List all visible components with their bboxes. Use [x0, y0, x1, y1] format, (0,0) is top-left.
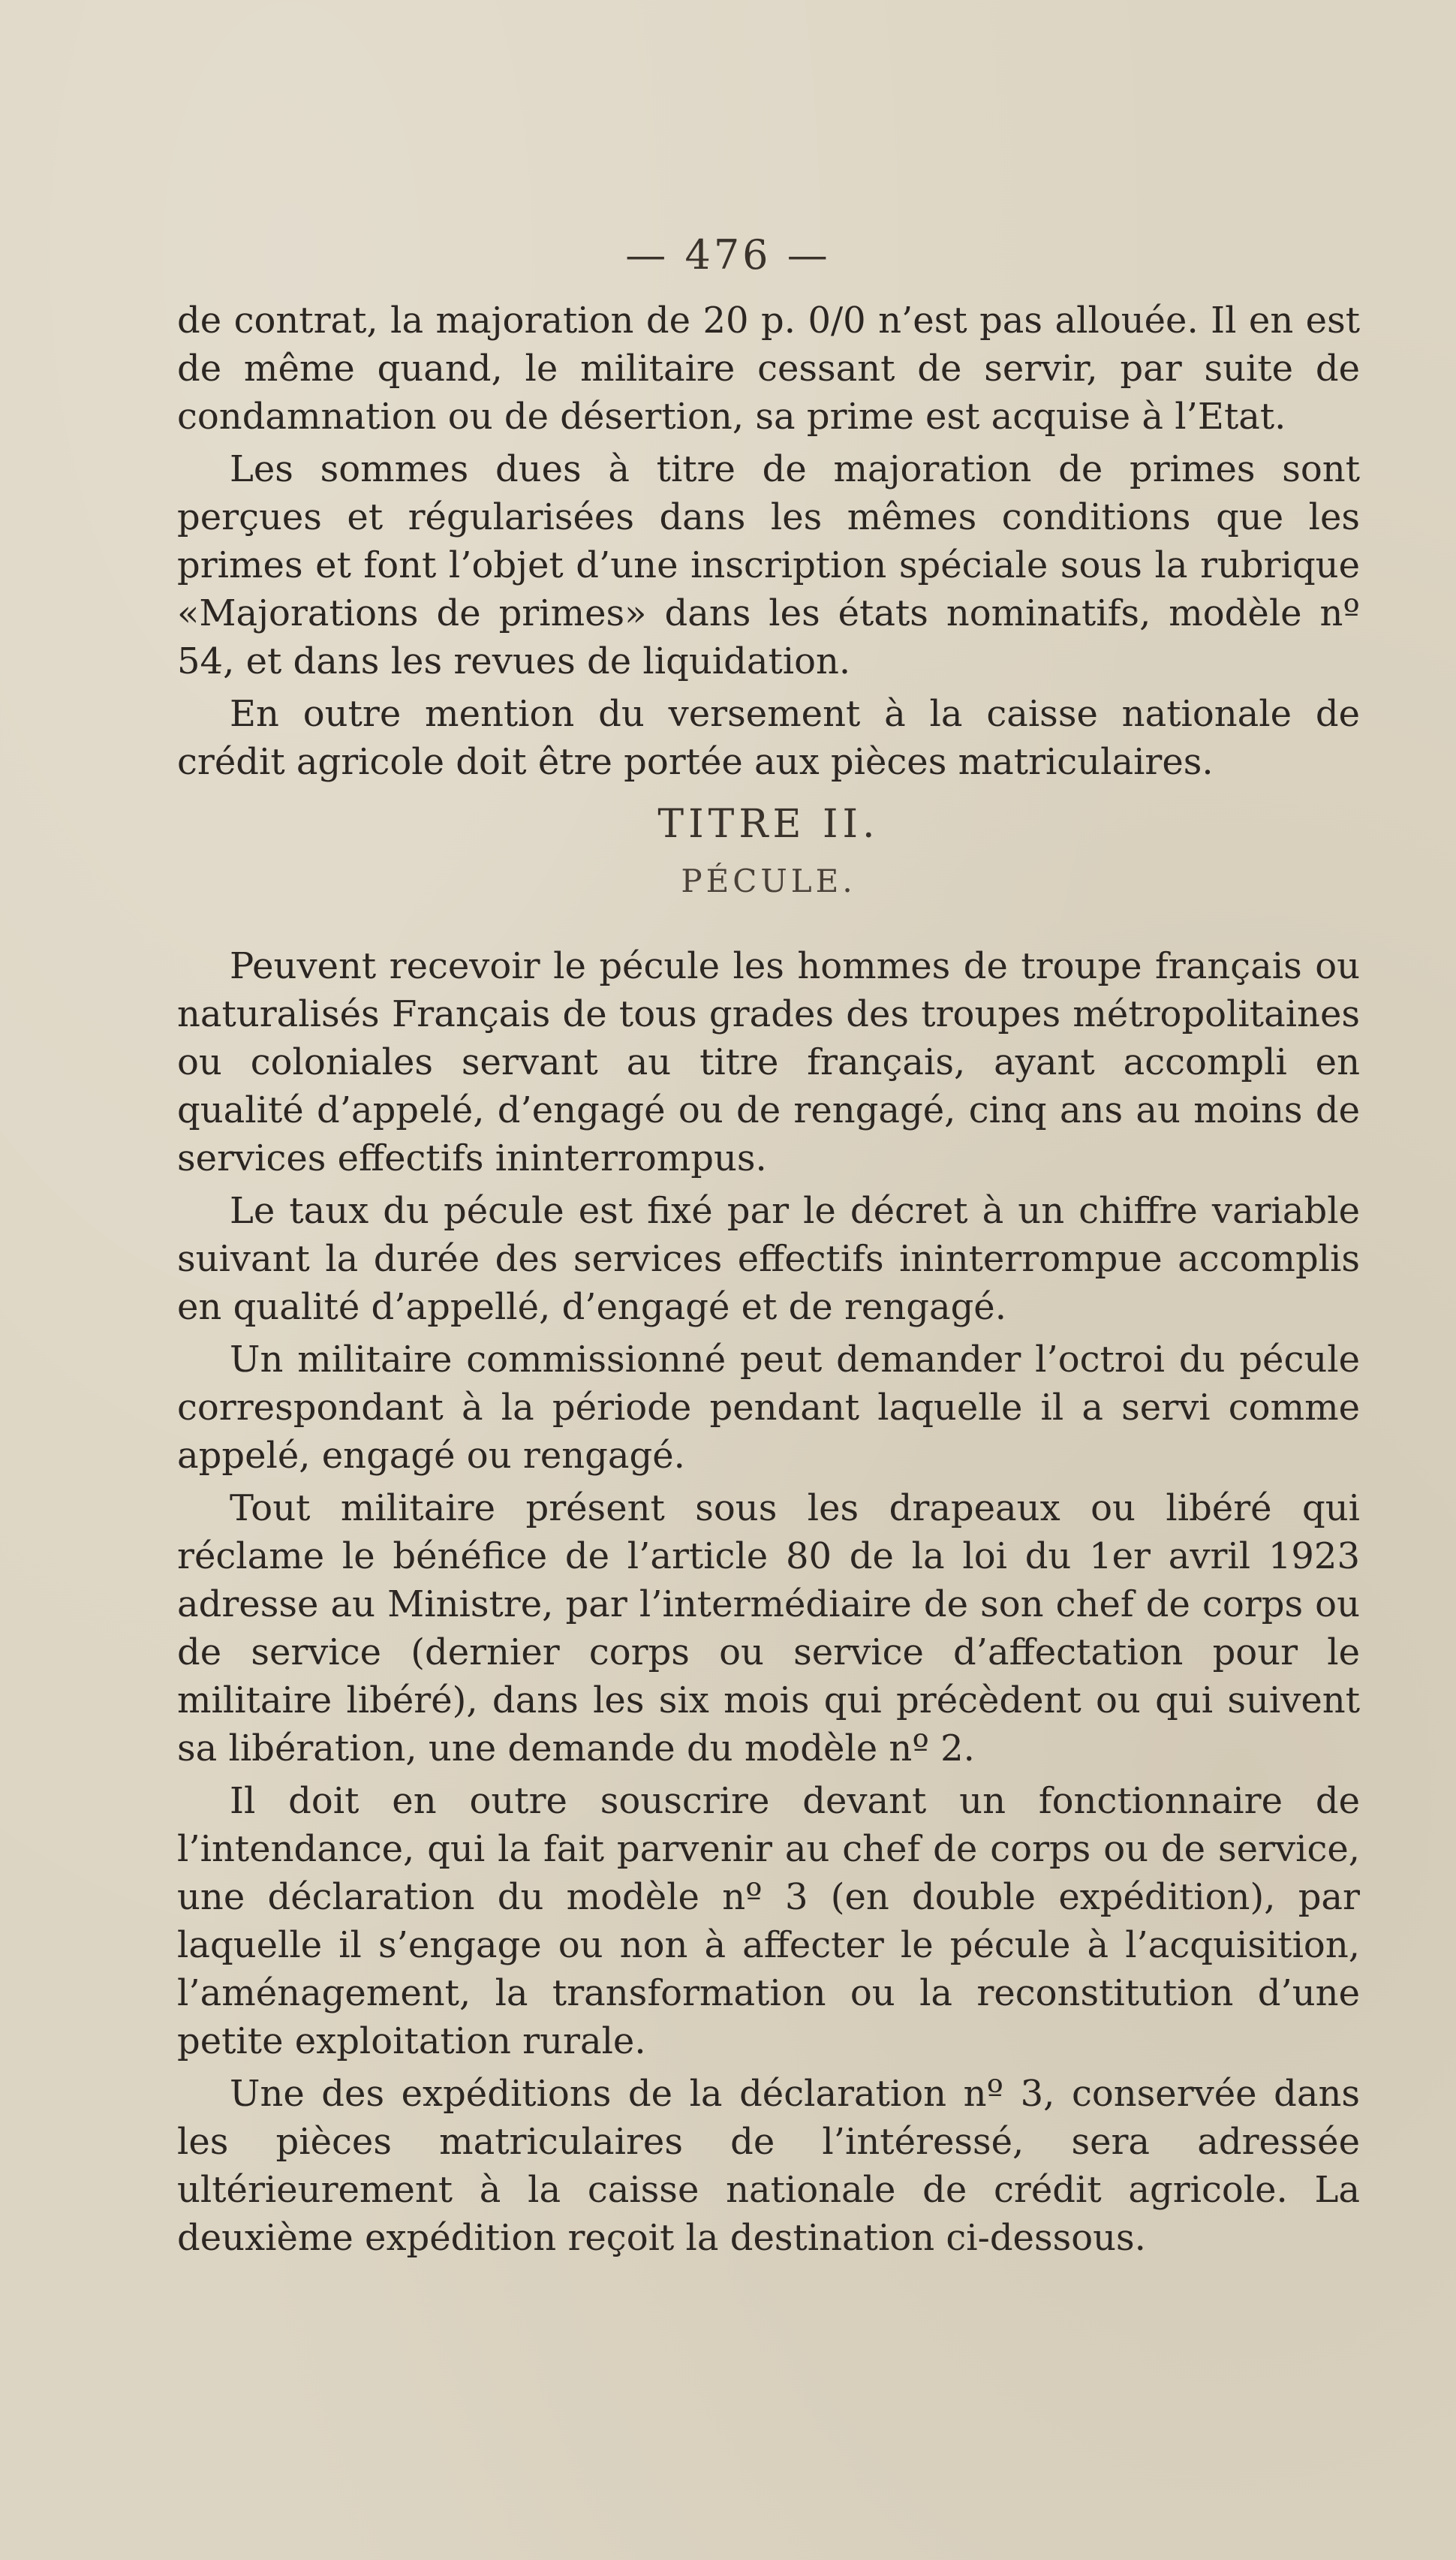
paragraph-beneficiaires: Peuvent recevoir le pécule les hommes de troupe français ou naturalisés Français de tous grades des troupes métropolitaines ou coloniales servant au titre français, ayant accompli en qualité d’appelé, d’engagé ou de rengagé, cinq ans au moins de services effectifs ininterrompus.: [177, 945, 1360, 1179]
paragraph-taux-pecule: Le taux du pécule est fixé par le décret à un chiffre variable suivant la durée des services effectifs ininterrompue accomplis en qualité d’appellé, d’engagé et de rengagé.: [177, 1190, 1360, 1328]
body-text: [177, 297, 1360, 2262]
paragraph-demande: Tout militaire présent sous les drapeaux ou libéré qui réclame le bénéfice de l’article 80 de la loi du 1er avril 1923 adresse au Ministre, par l’intermédiaire de son chef de corps ou de service (dernier corps ou service d’affectation pour le militaire libéré), dans les six mois qui précèdent ou qui suivent sa libération, une demande du modèle nº 2.: [177, 1487, 1360, 1769]
section-title: TITRE II.: [657, 802, 880, 847]
page-number: — 476 —: [625, 231, 831, 279]
paragraph-mention-versement: En outre mention du versement à la caisse nationale de crédit agricole doit être portée aux pièces matriculaires.: [177, 693, 1360, 783]
paragraph-declaration: Il doit en outre souscrire devant un fonctionnaire de l’intendance, qui la fait parvenir au chef de corps ou de service, une déclaration du modèle nº 3 (en double expédition), par laquelle il s’engage ou non à affecter le pécule à l’acquisition, l’aménagement, la transformation ou la reconstitution d’une petite exploitation rurale.: [177, 1780, 1360, 2062]
paragraph-militaire-commissionne: Un militaire commissionné peut demander l’octroi du pécule correspondant à la période pendant laquelle il a servi comme appelé, engagé ou rengagé.: [177, 1339, 1360, 1477]
section-subtitle: PÉCULE.: [681, 863, 856, 899]
paragraph-expeditions: Une des expéditions de la déclaration nº 3, conservée dans les pièces matriculaires de l’intéressé, sera adressée ultérieurement à la caisse nationale de crédit agricole. La deuxième expédition reçoit la destination ci-dessous.: [177, 2073, 1360, 2259]
paragraph-continuation: de contrat, la majoration de 20 p. 0/0 n’est pas allouée. Il en est de même quand, le militaire cessant de servir, par suite de condamnation ou de désertion, sa prime est acquise à l’Etat.: [177, 300, 1360, 438]
paragraph-majoration-primes: Les sommes dues à titre de majoration de primes sont perçues et régularisées dans les mêmes conditions que les primes et font l’objet d’une inscription spéciale sous la rubrique «Majorations de primes» dans les états nominatifs, modèle nº 54, et dans les revues de liquidation.: [177, 448, 1360, 682]
